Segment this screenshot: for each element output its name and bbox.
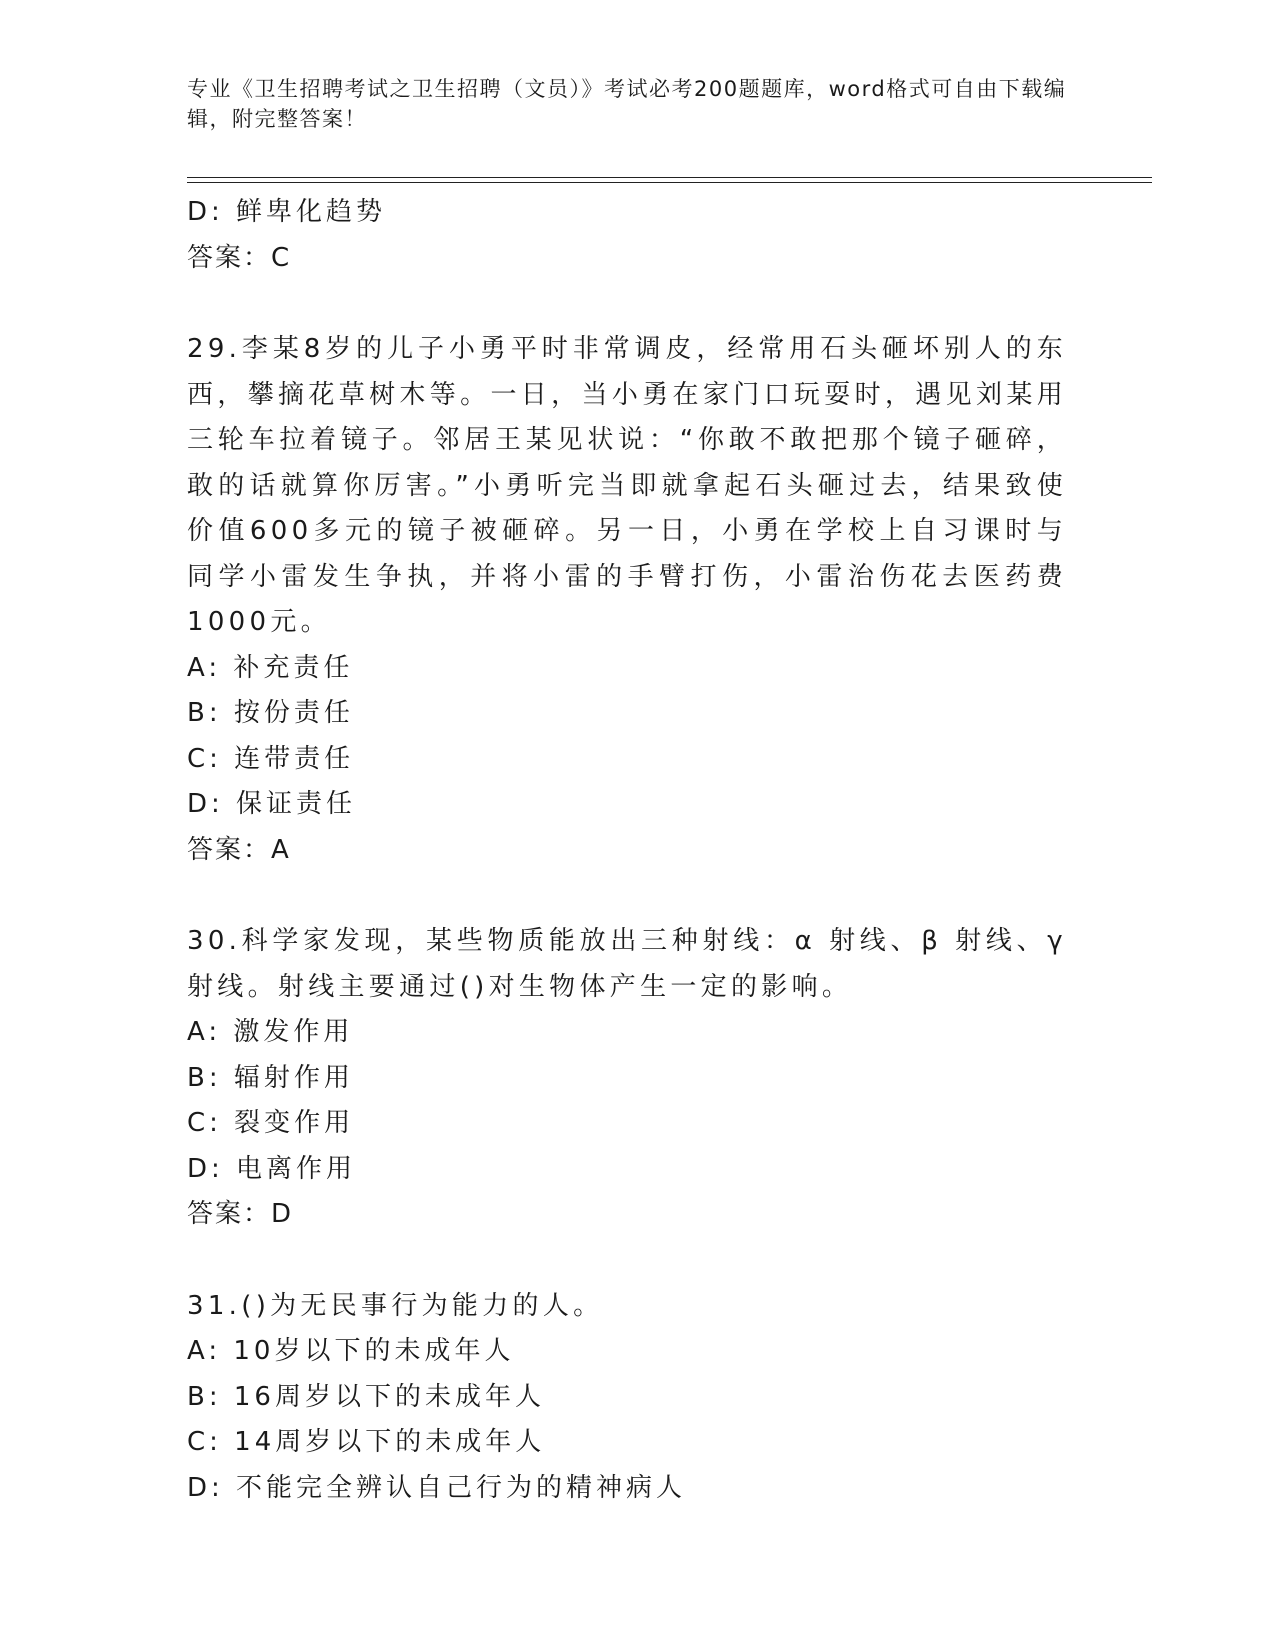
header-divider-top (187, 177, 1152, 178)
option-d: D: 电离作用 (187, 1153, 357, 1184)
answer-line: 答案：C (187, 242, 292, 273)
spacer (187, 281, 1067, 327)
question-content (187, 190, 1067, 1511)
option-b: B: 辐射作用 (187, 1062, 354, 1093)
question-30 (187, 919, 1067, 1238)
spacer (187, 873, 1067, 919)
question-stem: 30.科学家发现，某些物质能放出三种射线：α 射线、β 射线、γ 射线。射线主要通过()对生物体产生一定的影响。 (187, 926, 1067, 1002)
option-c: C: 连带责任 (187, 743, 355, 774)
option-d: D: 鲜卑化趋势 (187, 197, 387, 227)
option-c: C: 裂变作用 (187, 1108, 355, 1138)
option-a: A: 激发作用 (187, 1017, 354, 1047)
document-header: 专业《卫生招聘考试之卫生招聘（文员）》考试必考200题题库，word格式可自由下载编辑，附完整答案！ (187, 77, 1067, 131)
option-b: B: 16周岁以下的未成年人 (187, 1381, 545, 1412)
header-divider-bottom (187, 182, 1152, 183)
previous-question-tail (187, 190, 1067, 281)
option-c: C: 14周岁以下的未成年人 (187, 1427, 546, 1457)
question-29 (187, 327, 1067, 873)
option-a: A: 10岁以下的未成年人 (187, 1336, 515, 1366)
option-d: D: 保证责任 (187, 789, 357, 819)
question-31 (187, 1284, 1067, 1512)
option-b: B: 按份责任 (187, 698, 354, 728)
question-stem: 31.()为无民事行为能力的人。 (187, 1290, 604, 1321)
answer-line: 答案：D (187, 1199, 294, 1229)
option-d: D: 不能完全辨认自己行为的精神病人 (187, 1472, 687, 1503)
question-stem: 29.李某8岁的儿子小勇平时非常调皮，经常用石头砸坏别人的东西，攀摘花草树木等。一日，当小勇在家门口玩耍时，遇见刘某用三轮车拉着镜子。邻居王某见状说：“你敢不敢把那个镜子砸碎，敢的话就算你厉害。”小勇听完当即就拿起石头砸过去，结果致使价值600多元的镜子被砸碎。另一日，小勇在学校上自习课时与同学小雷发生争执，并将小雷的手臂打伤，小雷治伤花去医药费1000元。 (187, 334, 1067, 637)
option-a: A: 补充责任 (187, 652, 354, 683)
answer-line: 答案：A (187, 834, 291, 865)
spacer (187, 1238, 1067, 1284)
